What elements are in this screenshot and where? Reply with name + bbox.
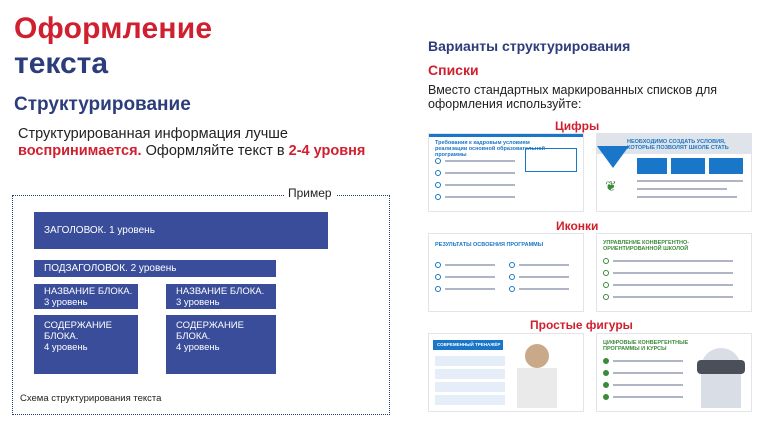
- circle-icon: [435, 274, 441, 280]
- thumb-title: РЕЗУЛЬТАТЫ ОСВОЕНИЯ ПРОГРАММЫ: [435, 242, 544, 248]
- thumb-text-line: [445, 276, 495, 278]
- thumb-text-line: [613, 284, 733, 286]
- thumb-text-line: [519, 276, 569, 278]
- lead-part-1: Структурированная информация лучше: [18, 126, 288, 142]
- block-name-level: 3 уровень: [44, 297, 88, 308]
- thumbnail-shapes-1: [429, 334, 583, 411]
- vr-headset-icon: [697, 360, 745, 374]
- circle-icon: [435, 286, 441, 292]
- thumb-text-line: [519, 264, 569, 266]
- block-heading-level-1: [34, 212, 328, 249]
- thumb-text-line: [519, 288, 569, 290]
- circle-icon: [435, 262, 441, 268]
- thumb-title: Требования к кадровым условиям реализации основной образовательной программы: [435, 140, 545, 158]
- block-content-level: 4 уровень: [176, 342, 220, 353]
- leaf-icon: [603, 370, 609, 376]
- thumb-text-line: [613, 372, 683, 374]
- title-line-1: Оформление: [14, 12, 213, 45]
- thumb-text-line: [445, 264, 495, 266]
- thumb-text-line: [445, 160, 515, 162]
- leaf-icon: [603, 394, 609, 400]
- title-line-2: текста: [14, 47, 109, 80]
- thumb-text-line: [613, 296, 733, 298]
- lists-description: Вместо стандартных маркированных списков для оформления используйте:: [428, 83, 718, 111]
- thumb-title: УПРАВЛЕНИЕ КОНВЕРГЕНТНО-ОРИЕНТИРОВАННОЙ ШКОЛОЙ: [603, 240, 690, 252]
- vr-headset-photo: [701, 348, 741, 408]
- circle-marker-icon: [435, 194, 441, 200]
- thumb-text-line: [613, 384, 683, 386]
- lists-label: Списки: [428, 62, 479, 78]
- thumb-text-line: [637, 180, 743, 182]
- check-circle-icon: [603, 294, 609, 300]
- lead-part-2: воспринимается.: [18, 143, 142, 159]
- thumbnail-icons-2: [597, 234, 751, 311]
- thumb-text-line: [637, 196, 737, 198]
- thumb-text-line: [613, 396, 683, 398]
- block-subheading-text: ПОДЗАГОЛОВОК. 2 уровень: [44, 263, 177, 274]
- block-content-text: СОДЕРЖАНИЕ БЛОКА.: [176, 320, 244, 342]
- thumb-shape-row: [435, 395, 505, 405]
- sprout-icon: ❦: [605, 178, 617, 194]
- thumb-card: [671, 158, 705, 174]
- thumb-top-bar: [429, 134, 583, 137]
- thumb-text-line: [445, 196, 515, 198]
- scheme-caption: Схема структурирования текста: [20, 393, 162, 404]
- thumb-text-line: [613, 260, 733, 262]
- block-content-level: 4 уровень: [44, 342, 88, 353]
- example-label: Пример: [284, 186, 336, 200]
- thumb-text-line: [445, 288, 495, 290]
- thumbnail-digits-1: [429, 134, 583, 211]
- thumb-title: ЦИФРОВЫЕ КОНВЕРГЕНТНЫЕ ПРОГРАММЫ И КУРСЫ: [603, 340, 689, 352]
- circle-marker-icon: [435, 170, 441, 176]
- thumbnail-shapes-2: [597, 334, 751, 411]
- thumbnail-digits-2: [597, 134, 751, 211]
- circle-marker-icon: [435, 158, 441, 164]
- thumb-shape-row: [435, 369, 505, 379]
- check-circle-icon: [603, 282, 609, 288]
- thumb-text-line: [613, 272, 733, 274]
- block-name-level-3-left: [34, 284, 138, 309]
- thumb-title: СОВРЕМЕННЫЙ ТРЕНАЖЁР: [437, 342, 501, 347]
- leaf-icon: [603, 358, 609, 364]
- section-icons-label: Иконки: [556, 219, 599, 233]
- block-heading-text: ЗАГОЛОВОК. 1 уровень: [44, 225, 155, 236]
- block-content-level-4-left: [34, 315, 138, 374]
- block-content-level-4-right: [166, 315, 276, 374]
- block-name-text: НАЗВАНИЕ БЛОКА.: [44, 286, 133, 297]
- thumb-shape-row: [435, 356, 505, 366]
- block-subheading-level-2: [34, 260, 276, 277]
- block-name-text: НАЗВАНИЕ БЛОКА.: [176, 286, 265, 297]
- circle-icon: [509, 286, 515, 292]
- block-content-text: СОДЕРЖАНИЕ БЛОКА.: [44, 320, 112, 342]
- block-name-level: 3 уровень: [176, 297, 220, 308]
- arrow-down-icon: [597, 146, 629, 168]
- thumb-card: [709, 158, 743, 174]
- lead-text: [18, 126, 388, 160]
- thumb-text-line: [613, 360, 683, 362]
- section-shapes-label: Простые фигуры: [530, 318, 633, 332]
- thumb-text-line: [445, 172, 515, 174]
- thumbnail-icons-1: [429, 234, 583, 311]
- leaf-icon: [603, 382, 609, 388]
- check-circle-icon: [603, 270, 609, 276]
- person-photo: [525, 344, 549, 368]
- thumb-title: НЕОБХОДИМО СОЗДАТЬ УСЛОВИЯ, КОТОРЫЕ ПОЗВОЛЯТ ШКОЛЕ СТАТЬ: [627, 139, 729, 151]
- thumb-shape-row: [435, 382, 505, 392]
- lead-part-4: 2-4 уровня: [288, 143, 366, 159]
- thumb-text-line: [445, 184, 515, 186]
- section-subtitle: Структурирование: [14, 94, 191, 115]
- circle-icon: [509, 262, 515, 268]
- section-digits-label: Цифры: [555, 119, 600, 133]
- thumb-text-line: [637, 188, 727, 190]
- thumb-card: [637, 158, 667, 174]
- lead-part-3: Оформляйте текст в: [141, 143, 289, 159]
- circle-icon: [509, 274, 515, 280]
- thumb-number-box: [525, 148, 577, 172]
- circle-marker-icon: [435, 182, 441, 188]
- person-photo-body: [517, 368, 557, 408]
- block-name-level-3-right: [166, 284, 276, 309]
- variants-title: Варианты структурирования: [428, 38, 631, 54]
- check-circle-icon: [603, 258, 609, 264]
